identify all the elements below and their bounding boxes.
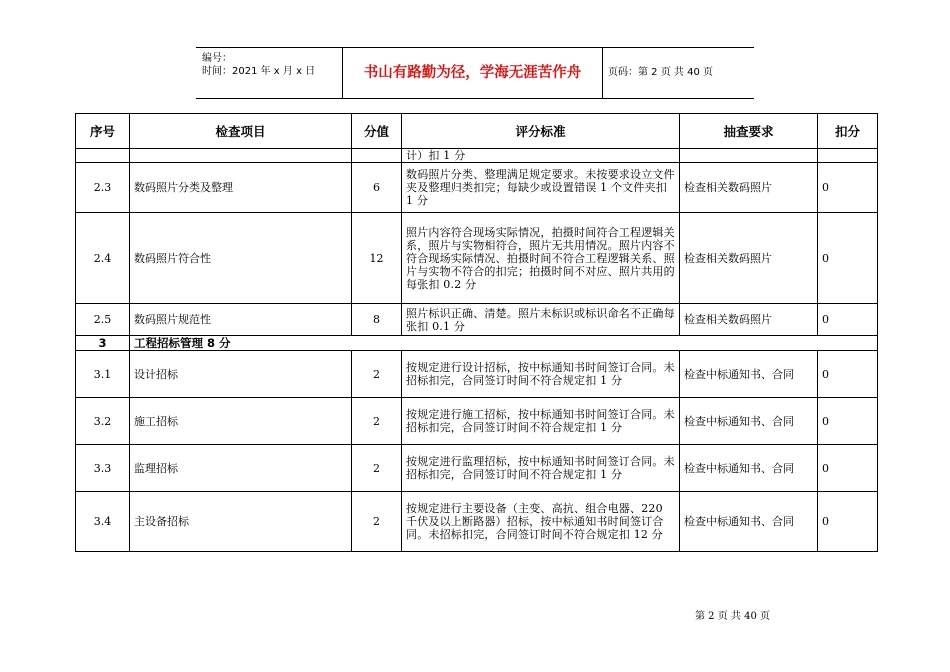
row-score: 2	[352, 492, 402, 552]
row-score: 12	[352, 213, 402, 304]
col-header-deduction: 扣分	[818, 114, 878, 149]
row-score: 2	[352, 445, 402, 492]
row-deduction: 0	[818, 398, 878, 445]
header-meta	[196, 48, 342, 98]
row-criteria: 按规定进行施工招标，按中标通知书时间签订合同。未招标扣完，合同签订时间不符合规定扣 1 分	[402, 398, 680, 445]
row-requirement: 检查中标通知书、合同	[680, 398, 818, 445]
header-page-number: 页码：第 2 页 共 40 页	[608, 67, 713, 78]
row-criteria: 按规定进行设计招标，按中标通知书时间签订合同。未招标扣完，合同签订时间不符合规定扣 1 分	[402, 351, 680, 398]
table-row	[76, 492, 878, 552]
row-requirement: 检查中标通知书、合同	[680, 445, 818, 492]
row-item: 监理招标	[130, 445, 352, 492]
col-header-criteria: 评分标准	[402, 114, 680, 149]
page-footer: 第 2 页 共 40 页	[695, 611, 770, 622]
time-label: 时间：2021 年 x 月 x 日	[202, 66, 316, 77]
table-row	[76, 351, 878, 398]
row-item: 数码照片符合性	[130, 213, 352, 304]
section-row	[76, 336, 878, 351]
col-header-no: 序号	[76, 114, 130, 149]
table-row	[76, 213, 878, 304]
row-requirement: 检查相关数码照片	[680, 304, 818, 336]
row-criteria: 照片内容符合现场实际情况，拍摄时间符合工程逻辑关系，照片与实物相符合，照片无共用情况。照片内容不符合现场实际情况、拍摄时间不符合工程逻辑关系、照片与实物不符合的扣完；拍摄时间不对应、照片共用的每张扣 0.2 分	[402, 213, 680, 304]
row-score: 2	[352, 398, 402, 445]
row-deduction: 0	[818, 351, 878, 398]
row-no: 3.3	[76, 445, 130, 492]
row-deduction: 0	[818, 304, 878, 336]
col-header-item: 检查项目	[130, 114, 352, 149]
row-no: 2.4	[76, 213, 130, 304]
row-score: 8	[352, 304, 402, 336]
table-row	[76, 445, 878, 492]
table-row	[76, 398, 878, 445]
row-criteria: 按规定进行主要设备（主变、高抗、组合电器、220 千伏及以上断路器）招标，按中标通知书时间签订合同。未招标扣完，合同签订时间不符合规定扣 12 分	[402, 492, 680, 552]
row-item: 数码照片规范性	[130, 304, 352, 336]
row-no: 3.1	[76, 351, 130, 398]
row-no: 2.3	[76, 163, 130, 213]
inspection-table	[75, 113, 878, 552]
table-row	[76, 304, 878, 336]
code-label: 编号：	[202, 53, 232, 64]
row-criteria: 按规定进行监理招标，按中标通知书时间签订合同。未招标扣完，合同签订时间不符合规定扣 1 分	[402, 445, 680, 492]
row-criteria: 数码照片分类、整理满足规定要求。未按要求设立文件夹及整理归类扣完；每缺少或设置错误 1 个文件夹扣 1 分	[402, 163, 680, 213]
row-deduction: 0	[818, 445, 878, 492]
row-no: 2.5	[76, 304, 130, 336]
page-header	[196, 47, 754, 99]
row-criteria: 照片标识正确、清楚。照片未标识或标识命名不正确每张扣 0.1 分	[402, 304, 680, 336]
row-deduction: 0	[818, 213, 878, 304]
continuation-criteria: 计）扣 1 分	[402, 149, 680, 163]
table-header-row	[76, 114, 878, 149]
row-item: 设计招标	[130, 351, 352, 398]
row-no: 3.4	[76, 492, 130, 552]
row-item: 施工招标	[130, 398, 352, 445]
col-header-score: 分值	[352, 114, 402, 149]
col-header-requirement: 抽查要求	[680, 114, 818, 149]
continuation-row	[76, 149, 878, 163]
row-item: 主设备招标	[130, 492, 352, 552]
row-score: 6	[352, 163, 402, 213]
row-no: 3.2	[76, 398, 130, 445]
section-no: 3	[76, 336, 130, 351]
row-item: 数码照片分类及整理	[130, 163, 352, 213]
header-motto: 书山有路勤为径，学海无涯苦作舟	[342, 48, 603, 98]
row-deduction: 0	[818, 492, 878, 552]
row-requirement: 检查中标通知书、合同	[680, 492, 818, 552]
table-row	[76, 163, 878, 213]
row-requirement: 检查相关数码照片	[680, 213, 818, 304]
row-requirement: 检查相关数码照片	[680, 163, 818, 213]
section-title: 工程招标管理 8 分	[130, 336, 878, 351]
row-requirement: 检查中标通知书、合同	[680, 351, 818, 398]
row-score: 2	[352, 351, 402, 398]
row-deduction: 0	[818, 163, 878, 213]
